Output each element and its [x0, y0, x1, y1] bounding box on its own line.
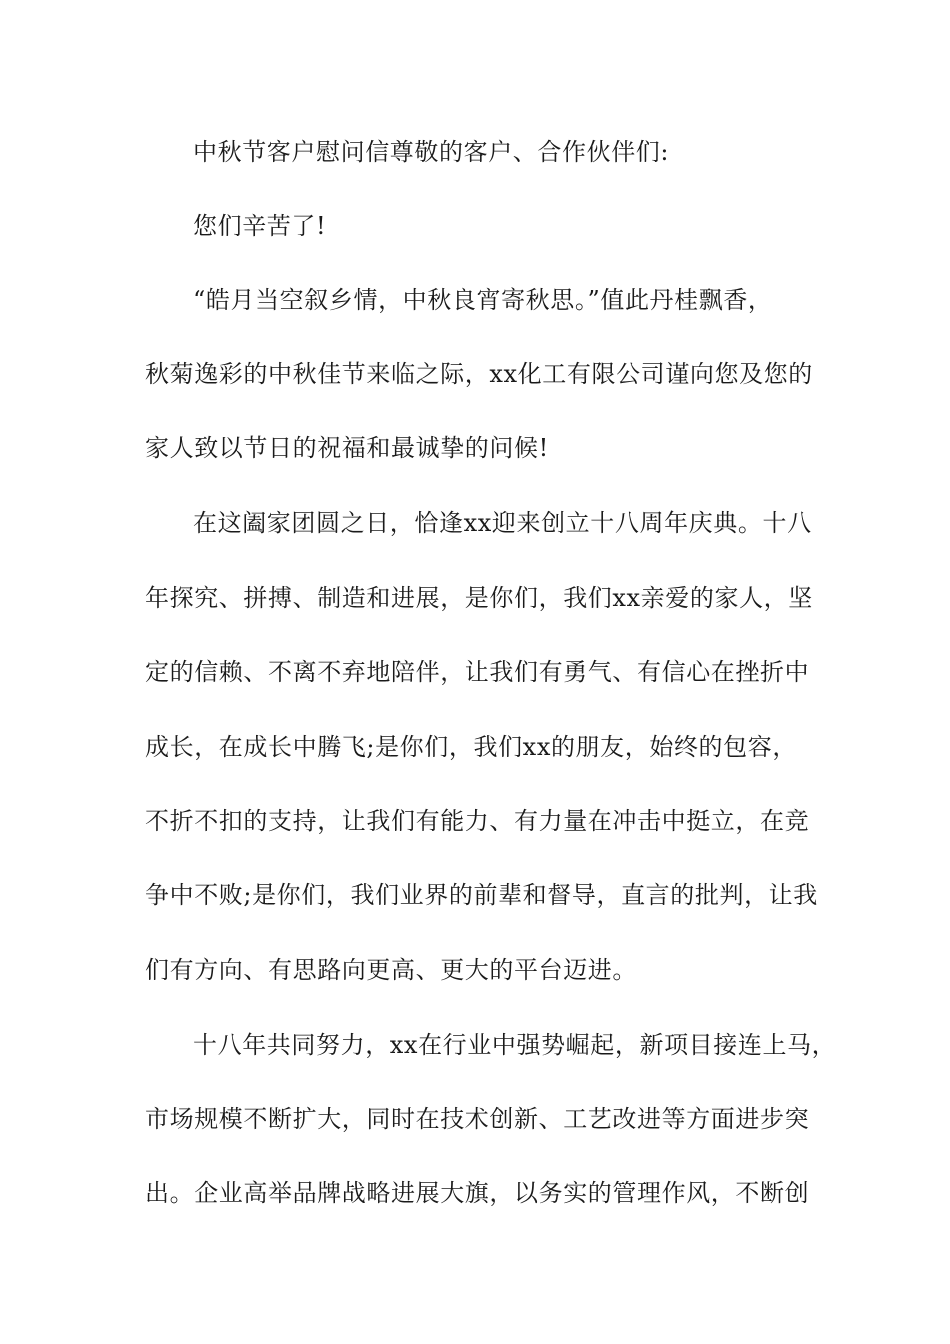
paragraph-2-line-2: 年探究、拼搏、制造和进展，是你们，我们xx亲爱的家人，坚 [145, 584, 813, 612]
paragraph-3-line-1: 十八年共同努力，xx在行业中强势崛起，新项目接连上马， [193, 1031, 837, 1059]
paragraph-2-line-4: 成长，在成长中腾飞;是你们，我们xx的朋友，始终的包容， [145, 733, 797, 761]
paragraph-3-line-2: 市场规模不断扩大，同时在技术创新、工艺改进等方面进步突 [145, 1105, 810, 1133]
salutation-line: 中秋节客户慰问信尊敬的客户、合作伙伴们: [193, 138, 670, 166]
paragraph-2-line-7: 们有方向、有思路向更高、更大的平台迈进。 [145, 956, 637, 984]
paragraph-2-line-5: 不折不扣的支持，让我们有能力、有力量在冲击中挺立，在竞 [145, 807, 810, 835]
paragraph-2-line-1: 在这阖家团圆之日，恰逢xx迎来创立十八周年庆典。十八 [193, 509, 812, 537]
paragraph-3-line-3: 出。企业高举品牌战略进展大旗，以务实的管理作风，不断创 [145, 1179, 810, 1207]
paragraph-2-line-6: 争中不败;是你们，我们业界的前辈和督导，直言的批判，让我 [145, 881, 818, 909]
paragraph-2-line-3: 定的信赖、不离不弃地陪伴，让我们有勇气、有信心在挫折中 [145, 658, 810, 686]
paragraph-1-line-1: “皓月当空叙乡情，中秋良宵寄秋思。”值此丹桂飘香， [193, 286, 773, 314]
paragraph-1-line-2: 秋菊逸彩的中秋佳节来临之际，xx化工有限公司谨向您及您的 [145, 360, 813, 388]
greeting-line: 您们辛苦了! [193, 212, 327, 240]
paragraph-1-line-3: 家人致以节日的祝福和最诚挚的问候! [145, 434, 549, 462]
